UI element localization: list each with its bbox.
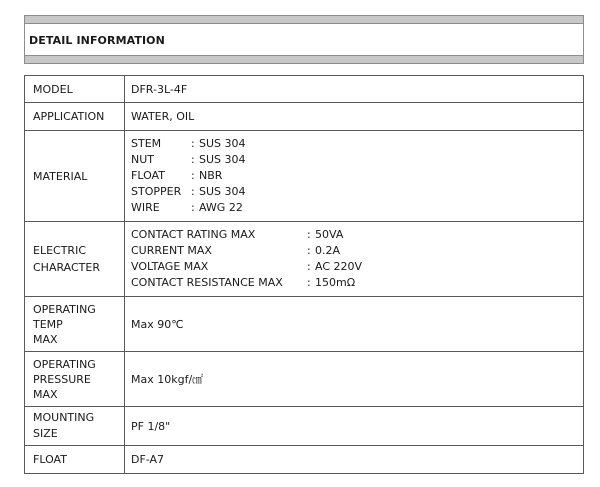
item-value: SUS 304 bbox=[199, 185, 246, 198]
row-label: ELECTRIC bbox=[33, 244, 86, 257]
list-item bbox=[131, 152, 583, 168]
table-row-mounting-size bbox=[25, 407, 584, 446]
separator: : bbox=[191, 169, 195, 182]
operating-pressure-value: Max 10kgf/㎠ bbox=[125, 352, 584, 407]
item-key: VOLTAGE MAX bbox=[131, 260, 209, 273]
item-value: AC 220V bbox=[315, 260, 363, 273]
label-cell bbox=[25, 352, 125, 407]
separator: : bbox=[307, 228, 311, 241]
row-label: OPERATING bbox=[33, 357, 96, 371]
row-label: APPLICATION bbox=[33, 110, 105, 123]
label-cell bbox=[25, 446, 125, 474]
header-title-box bbox=[24, 24, 584, 55]
list-item bbox=[131, 168, 583, 184]
item-key: FLOAT bbox=[131, 169, 165, 182]
list-item bbox=[131, 227, 583, 243]
operating-temp-value: Max 90℃ bbox=[125, 297, 584, 352]
item-value: 150mΩ bbox=[315, 276, 356, 289]
header-bottom-bar bbox=[24, 55, 584, 64]
table-row-electric bbox=[25, 222, 584, 297]
row-label: FLOAT bbox=[33, 453, 67, 466]
separator: : bbox=[307, 260, 311, 273]
header-top-bar bbox=[24, 15, 584, 24]
list-item bbox=[131, 200, 583, 216]
separator: : bbox=[191, 137, 195, 150]
list-item bbox=[131, 275, 583, 291]
table-row-model bbox=[25, 76, 584, 103]
item-key: STEM bbox=[131, 137, 162, 150]
row-label: MODEL bbox=[33, 82, 73, 96]
table-row-material bbox=[25, 131, 584, 222]
item-key: WIRE bbox=[131, 201, 160, 214]
table-row-operating-temp bbox=[25, 297, 584, 352]
row-label: MAX bbox=[33, 387, 58, 401]
item-key: CURRENT MAX bbox=[131, 244, 212, 257]
item-value: SUS 304 bbox=[199, 153, 246, 166]
row-label: MATERIAL bbox=[33, 169, 88, 183]
item-value: AWG 22 bbox=[199, 201, 243, 214]
label-cell bbox=[25, 407, 125, 446]
label-cell bbox=[25, 76, 125, 103]
application-value: WATER, OIL bbox=[125, 103, 584, 131]
item-key: NUT bbox=[131, 153, 154, 166]
mounting-size-value: PF 1/8" bbox=[125, 407, 584, 446]
float-value: DF-A7 bbox=[125, 446, 584, 474]
separator: : bbox=[191, 185, 195, 198]
page-title: DETAIL INFORMATION bbox=[29, 34, 165, 47]
item-value: NBR bbox=[199, 169, 223, 182]
material-list bbox=[125, 131, 584, 222]
row-label: TEMP bbox=[33, 317, 63, 331]
electric-list bbox=[125, 222, 584, 297]
separator: : bbox=[307, 276, 311, 289]
item-key: CONTACT RESISTANCE MAX bbox=[131, 276, 283, 289]
separator: : bbox=[191, 153, 195, 166]
table-row-application bbox=[25, 103, 584, 131]
item-value: 50VA bbox=[315, 228, 344, 241]
separator: : bbox=[191, 201, 195, 214]
row-label: MAX bbox=[33, 332, 58, 346]
list-item bbox=[131, 136, 583, 152]
item-key: CONTACT RATING MAX bbox=[131, 228, 256, 241]
row-label: OPERATING bbox=[33, 302, 96, 316]
label-cell bbox=[25, 297, 125, 352]
model-value: DFR-3L-4F bbox=[125, 76, 584, 103]
row-label: CHARACTER bbox=[33, 261, 100, 274]
row-label: SIZE bbox=[33, 427, 58, 440]
list-item bbox=[131, 243, 583, 259]
item-key: STOPPER bbox=[131, 185, 182, 198]
list-item bbox=[131, 184, 583, 200]
table-row-float bbox=[25, 446, 584, 474]
separator: : bbox=[307, 244, 311, 257]
table-row-operating-pressure bbox=[25, 352, 584, 407]
row-label: MOUNTING bbox=[33, 411, 95, 424]
label-cell bbox=[25, 103, 125, 131]
item-value: SUS 304 bbox=[199, 137, 246, 150]
label-cell bbox=[25, 131, 125, 222]
list-item bbox=[131, 259, 583, 275]
item-value: 0.2A bbox=[315, 244, 341, 257]
label-cell bbox=[25, 222, 125, 297]
spec-table bbox=[24, 75, 584, 474]
row-label: PRESSURE bbox=[33, 372, 91, 386]
